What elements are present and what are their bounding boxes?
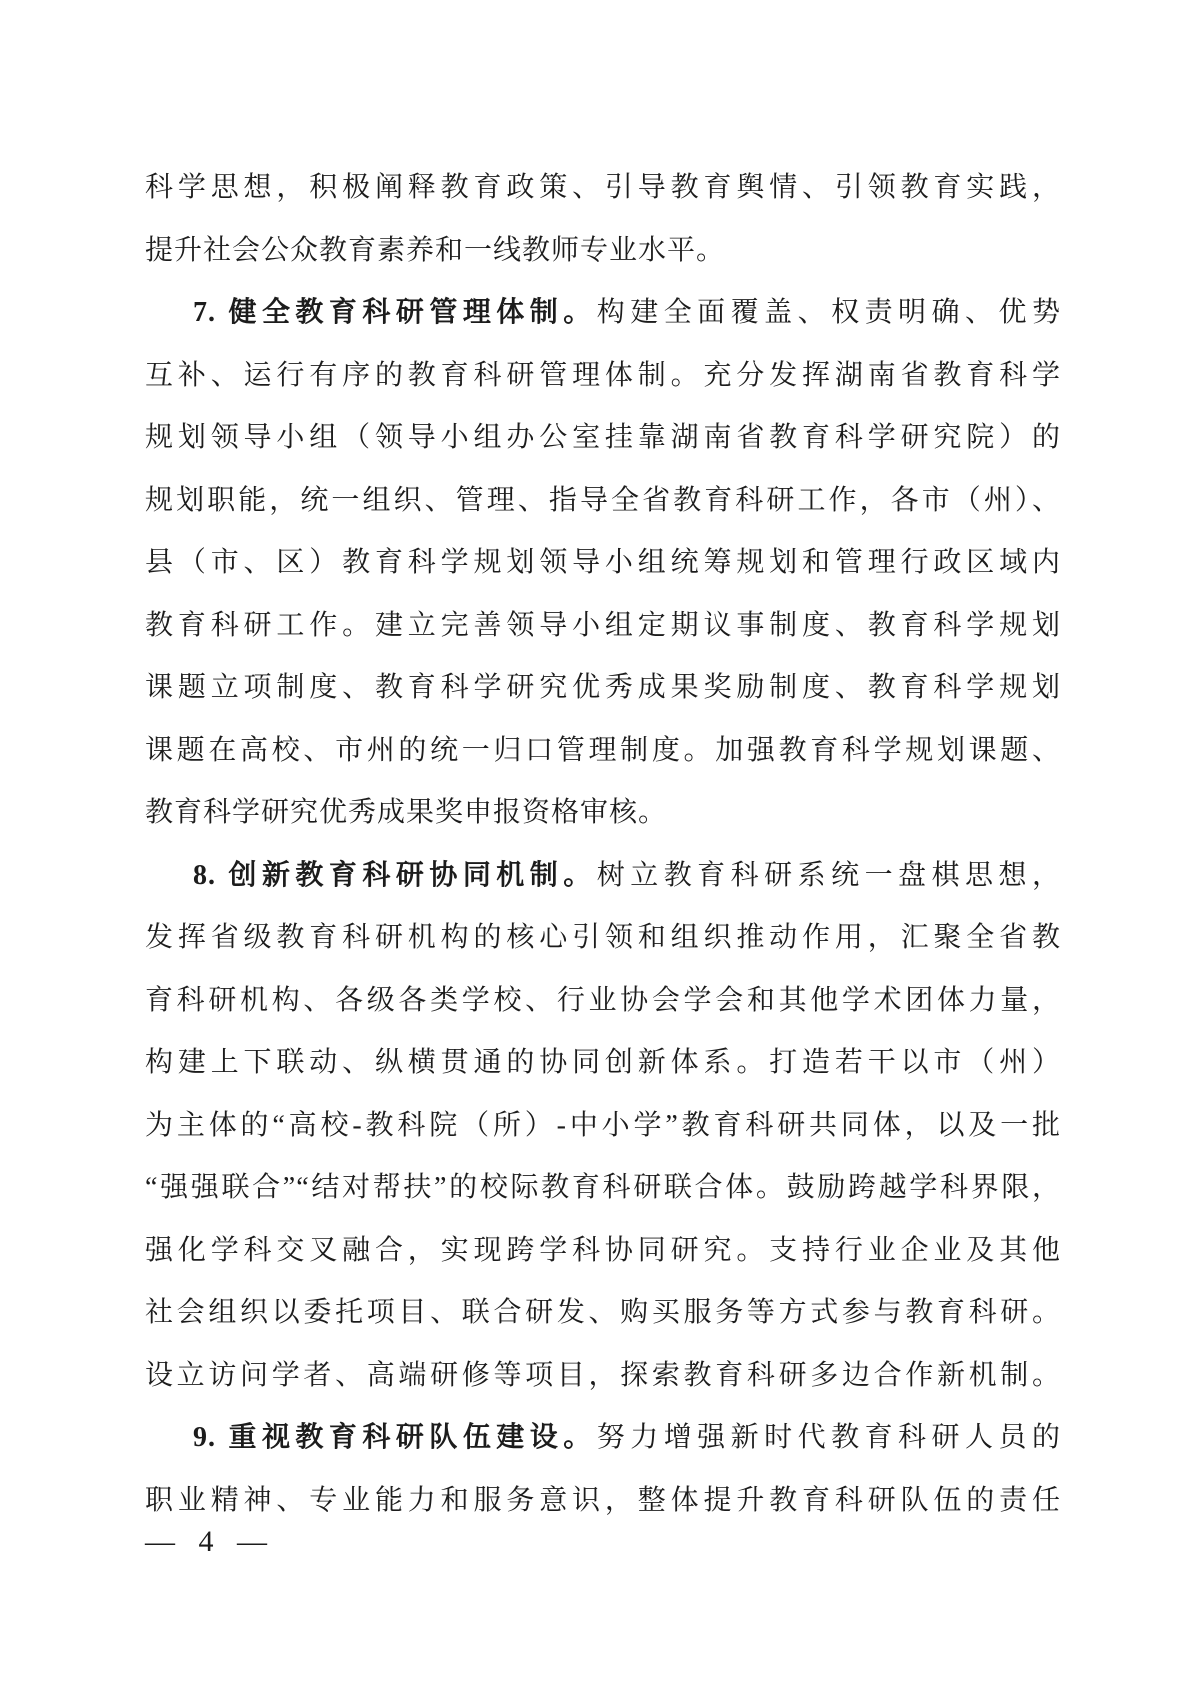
text-line [145, 220, 1061, 283]
text-line [145, 345, 1061, 408]
text-segment: 规划领导小组（领导小组办公室挂靠湖南省教育科学研究院）的 [145, 422, 1061, 453]
text-line [145, 845, 1061, 908]
text-segment: 互补、运行有序的教育科研管理体制。充分发挥湖南省教育科学 [145, 359, 1061, 391]
text-line [145, 470, 1061, 533]
item-title-segment: 9. 重视教育科研队伍建设。 [193, 1422, 597, 1453]
text-segment: 县（市、区）教育科学规划领导小组统筹规划和管理行政区域内 [145, 547, 1061, 578]
text-line [145, 1282, 1061, 1345]
document-body [145, 157, 1061, 1532]
page-number: — 4 — [145, 1525, 267, 1558]
text-segment: 科学思想，积极阐释教育政策、引导教育舆情、引领教育实践， [145, 172, 1061, 203]
text-segment: 构建全面覆盖、权责明确、优势 [596, 297, 1061, 328]
text-line [145, 1220, 1061, 1283]
text-line [145, 595, 1061, 658]
text-segment: 社会组织以委托项目、联合研发、购买服务等方式参与教育科研。 [145, 1297, 1061, 1328]
text-segment: 强化学科交叉融合，实现跨学科协同研究。支持行业企业及其他 [145, 1234, 1061, 1266]
text-segment: “强强联合”“结对帮扶”的校际教育科研联合体。鼓励跨越学科界限， [145, 1172, 1061, 1203]
text-line [145, 970, 1061, 1033]
text-line [145, 1032, 1061, 1095]
text-line [145, 782, 1061, 845]
text-segment: 发挥省级教育科研机构的核心引领和组织推动作用，汇聚全省教 [145, 922, 1061, 953]
text-line [145, 1407, 1061, 1470]
text-line [145, 907, 1061, 970]
text-segment: 课题立项制度、教育科学研究优秀成果奖励制度、教育科学规划 [145, 672, 1061, 703]
text-segment: 教育科研工作。建立完善领导小组定期议事制度、教育科学规划 [145, 609, 1061, 641]
text-segment: 构建上下联动、纵横贯通的协同创新体系。打造若干以市（州） [145, 1047, 1061, 1078]
text-line [145, 1345, 1061, 1408]
text-segment: 树立教育科研系统一盘棋思想， [596, 859, 1061, 891]
text-line [145, 1095, 1061, 1158]
text-line [145, 657, 1061, 720]
text-segment: 规划职能，统一组织、管理、指导全省教育科研工作，各市（州）、 [145, 484, 1061, 516]
text-line [145, 1470, 1061, 1533]
item-title-segment: 8. 创新教育科研协同机制。 [193, 859, 597, 891]
text-segment: 提升社会公众教育素养和一线教师专业水平。 [145, 234, 726, 266]
text-line [145, 532, 1061, 595]
text-line [145, 282, 1061, 345]
text-segment: 育科研机构、各级各类学校、行业协会学会和其他学术团体力量， [145, 984, 1061, 1016]
text-line [145, 407, 1061, 470]
text-line [145, 720, 1061, 783]
text-line [145, 1157, 1061, 1220]
text-segment: 设立访问学者、高端研修等项目，探索教育科研多边合作新机制。 [145, 1359, 1061, 1391]
item-title-segment: 7. 健全教育科研管理体制。 [193, 297, 597, 328]
text-segment: 职业精神、专业能力和服务意识，整体提升教育科研队伍的责任 [145, 1484, 1061, 1516]
text-segment: 教育科学研究优秀成果奖申报资格审核。 [145, 797, 668, 828]
text-segment: 为主体的“高校-教科院（所）-中小学”教育科研共同体，以及一批 [145, 1109, 1061, 1141]
text-segment: 努力增强新时代教育科研人员的 [596, 1422, 1061, 1453]
text-line [145, 157, 1061, 220]
text-segment: 课题在高校、市州的统一归口管理制度。加强教育科学规划课题、 [145, 734, 1061, 766]
